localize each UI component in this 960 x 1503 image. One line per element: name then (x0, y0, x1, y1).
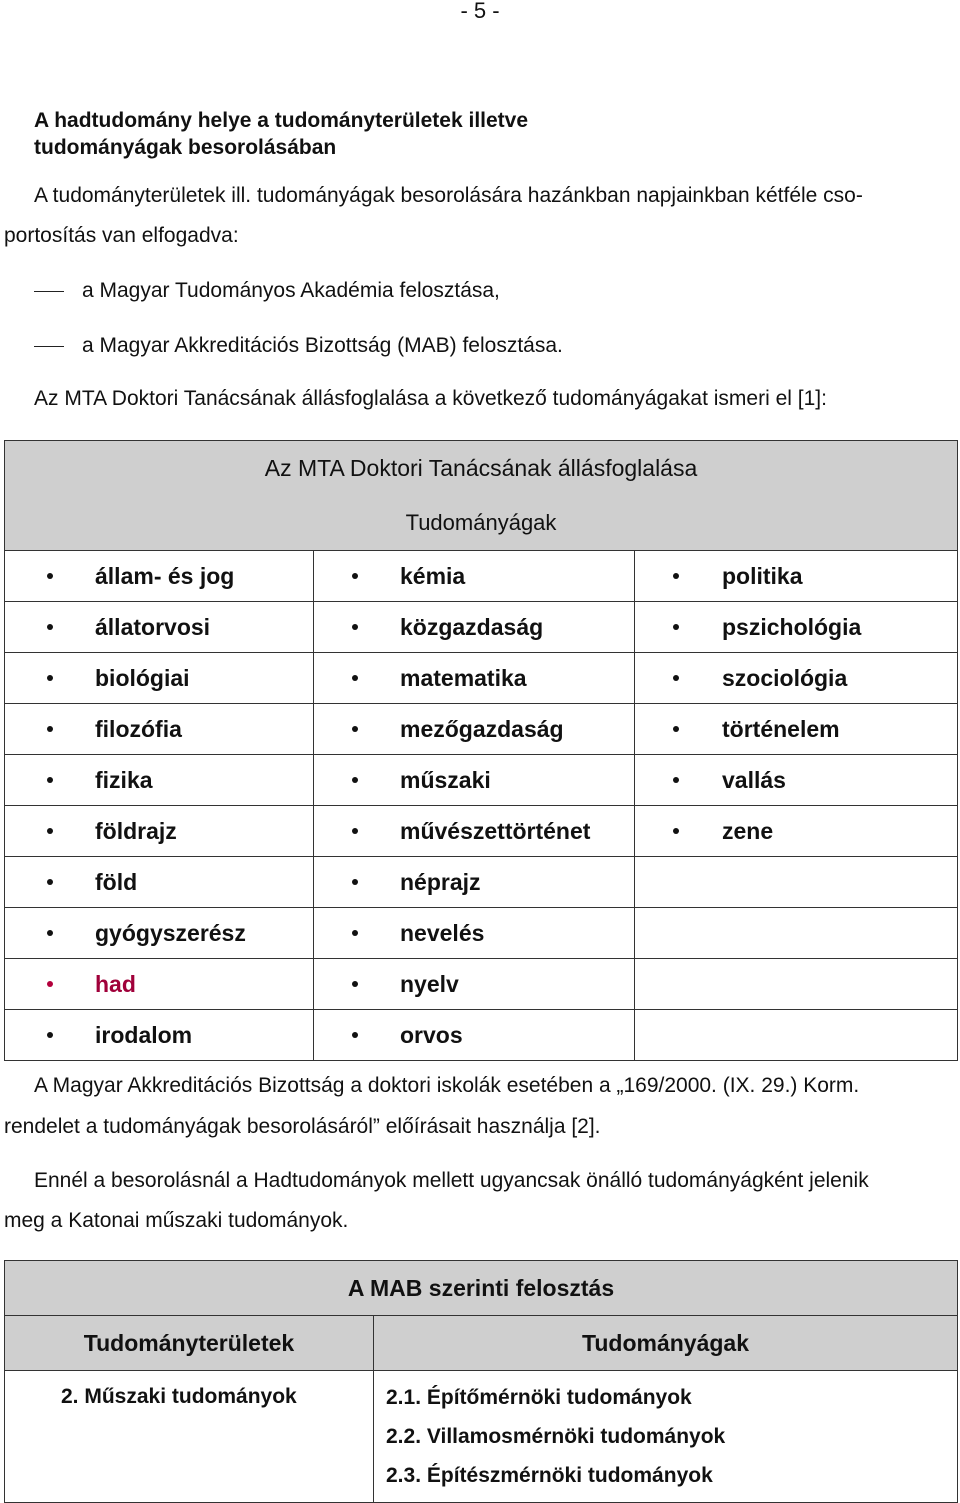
dash-item-mta (34, 276, 500, 306)
table-cell (635, 959, 958, 1010)
discipline-label: orvos (400, 1021, 463, 1048)
table-cell (635, 704, 958, 755)
intro-line1: A tudományterületek ill. tudományágak besorolására hazánkban napjainkban kétféle cso- (34, 184, 863, 207)
table-cell (314, 755, 635, 806)
table-row (5, 653, 958, 704)
mab-para-line2: rendelet a tudományágak besorolásáról” előírásait használja [2]. (4, 1115, 601, 1138)
bullet-icon (352, 981, 358, 987)
discipline-label: történelem (722, 715, 840, 742)
list-item (314, 767, 634, 794)
mab-branch: 2.3. Építészmérnöki tudományok (386, 1464, 713, 1487)
mab-col2-header: Tudományágak (374, 1316, 958, 1371)
table-row (5, 755, 958, 806)
table-cell (5, 959, 314, 1010)
intro-line2: portosítás van elfogadva: (4, 224, 239, 247)
discipline-label: fizika (95, 766, 153, 793)
bullet-icon (47, 981, 53, 987)
section-heading-line2: tudományágak besorolásában (34, 136, 337, 159)
table-cell (314, 806, 635, 857)
list-item (5, 716, 313, 743)
table-row (5, 551, 958, 602)
discipline-label: kémia (400, 562, 466, 589)
mab-area-cell (5, 1371, 374, 1503)
table-cell (5, 602, 314, 653)
discipline-label: állam- és jog (95, 562, 235, 589)
table-cell (314, 602, 635, 653)
bullet-icon (47, 573, 53, 579)
table-cell (5, 551, 314, 602)
list-item (314, 563, 634, 590)
discipline-label: biológiai (95, 664, 190, 691)
list-item (314, 869, 634, 896)
dash-icon (34, 346, 64, 347)
table-cell (5, 857, 314, 908)
bullet-icon (47, 1032, 53, 1038)
table-cell (5, 806, 314, 857)
mab-area: 2. Műszaki tudományok (61, 1385, 297, 1408)
bullet-icon (47, 879, 53, 885)
list-item (314, 716, 634, 743)
discipline-label: közgazdaság (400, 613, 544, 640)
discipline-label: mezőgazdaság (400, 715, 564, 742)
list-item (5, 818, 313, 845)
table-cell (635, 908, 958, 959)
list-item (5, 1022, 313, 1049)
table-cell (5, 704, 314, 755)
list-item (635, 665, 957, 692)
mta-table (4, 440, 958, 1061)
list-item (5, 920, 313, 947)
discipline-label: föld (95, 868, 138, 895)
table-cell (314, 1010, 635, 1061)
list-item (314, 665, 634, 692)
list-item (5, 971, 313, 998)
bullet-icon (352, 675, 358, 681)
list-item (314, 614, 634, 641)
list-item (635, 614, 957, 641)
mta-table-title: Az MTA Doktori Tanácsának állásfoglalása (5, 441, 958, 497)
bullet-icon (47, 624, 53, 630)
table-row (5, 959, 958, 1010)
mab-branch: 2.2. Villamosmérnöki tudományok (386, 1425, 726, 1448)
table-row (5, 602, 958, 653)
bullet-icon (352, 930, 358, 936)
list-item (635, 716, 957, 743)
section-heading (34, 107, 528, 161)
second-para-line2: meg a Katonai műszaki tudományok. (4, 1209, 349, 1232)
dash-item-mab (34, 331, 563, 361)
section-heading-line1: A hadtudomány helye a tudományterületek illetve (34, 109, 529, 132)
page-number: - 5 - (460, 0, 500, 23)
table-cell (635, 551, 958, 602)
table-cell (635, 653, 958, 704)
mab-table (4, 1260, 958, 1503)
bullet-icon (352, 573, 358, 579)
bullet-icon (673, 675, 679, 681)
mab-branch-list (374, 1371, 957, 1502)
table-row (5, 1010, 958, 1061)
table-cell (314, 551, 635, 602)
bullet-icon (673, 726, 679, 732)
discipline-label: zene (722, 817, 774, 844)
table-cell (314, 959, 635, 1010)
dash-icon (34, 291, 64, 292)
table-cell (635, 755, 958, 806)
bullet-icon (352, 624, 358, 630)
list-item (635, 818, 957, 845)
mta-intro: Az MTA Doktori Tanácsának állásfoglalása a következő tudományágakat ismeri el [1]: (34, 387, 827, 410)
table-cell (314, 857, 635, 908)
table-row (5, 704, 958, 755)
mab-branches-cell (374, 1371, 958, 1503)
discipline-label: pszichológia (722, 613, 862, 640)
table-cell (635, 806, 958, 857)
list-item (314, 971, 634, 998)
bullet-icon (352, 879, 358, 885)
list-item (5, 869, 313, 896)
discipline-label: néprajz (400, 868, 481, 895)
list-item (635, 767, 957, 794)
list-item (635, 563, 957, 590)
bullet-icon (47, 828, 53, 834)
discipline-label: állatorvosi (95, 613, 211, 640)
mta-table-subtitle: Tudományágak (5, 496, 958, 551)
discipline-label: nevelés (400, 919, 485, 946)
discipline-label: földrajz (95, 817, 177, 844)
discipline-label: műszaki (400, 766, 491, 793)
table-cell (314, 653, 635, 704)
mab-branch: 2.1. Építőmérnöki tudományok (386, 1386, 692, 1409)
table-row (5, 908, 958, 959)
discipline-label: matematika (400, 664, 527, 691)
table-row (5, 806, 958, 857)
dash-item-label: a Magyar Tudományos Akadémia felosztása, (82, 279, 500, 302)
discipline-label: művészettörténet (400, 817, 591, 844)
table-cell (635, 857, 958, 908)
list-item (314, 818, 634, 845)
table-cell (635, 1010, 958, 1061)
discipline-label: had (95, 970, 136, 997)
discipline-label: gyógyszerész (95, 919, 246, 946)
table-cell (5, 653, 314, 704)
table-cell (314, 704, 635, 755)
discipline-label: irodalom (95, 1021, 193, 1048)
table-cell (5, 755, 314, 806)
discipline-label: filozófia (95, 715, 182, 742)
list-item (314, 1022, 634, 1049)
table-cell (314, 908, 635, 959)
bullet-icon (673, 828, 679, 834)
discipline-label: politika (722, 562, 803, 589)
mab-col1-header: Tudományterületek (5, 1316, 374, 1371)
list-item (5, 767, 313, 794)
list-item (5, 665, 313, 692)
bullet-icon (47, 777, 53, 783)
list-item (5, 563, 313, 590)
mab-para-line1: A Magyar Akkreditációs Bizottság a doktori iskolák esetében a „169/2000. (IX. 29.) Korm. (34, 1074, 860, 1097)
bullet-icon (352, 726, 358, 732)
bullet-icon (47, 726, 53, 732)
bullet-icon (673, 624, 679, 630)
bullet-icon (47, 675, 53, 681)
bullet-icon (352, 828, 358, 834)
table-cell (5, 908, 314, 959)
table-cell (635, 602, 958, 653)
bullet-icon (352, 777, 358, 783)
list-item (314, 920, 634, 947)
bullet-icon (673, 573, 679, 579)
table-row (5, 857, 958, 908)
discipline-label: nyelv (400, 970, 459, 997)
dash-item-label: a Magyar Akkreditációs Bizottság (MAB) felosztása. (82, 334, 563, 357)
mab-table-title: A MAB szerinti felosztás (5, 1261, 958, 1316)
discipline-label: vallás (722, 766, 786, 793)
bullet-icon (47, 930, 53, 936)
bullet-icon (673, 777, 679, 783)
table-cell (5, 1010, 314, 1061)
second-para-line1: Ennél a besorolásnál a Hadtudományok mellett ugyancsak önálló tudományágként jelenik (34, 1169, 869, 1192)
list-item (5, 614, 313, 641)
bullet-icon (352, 1032, 358, 1038)
discipline-label: szociológia (722, 664, 848, 691)
